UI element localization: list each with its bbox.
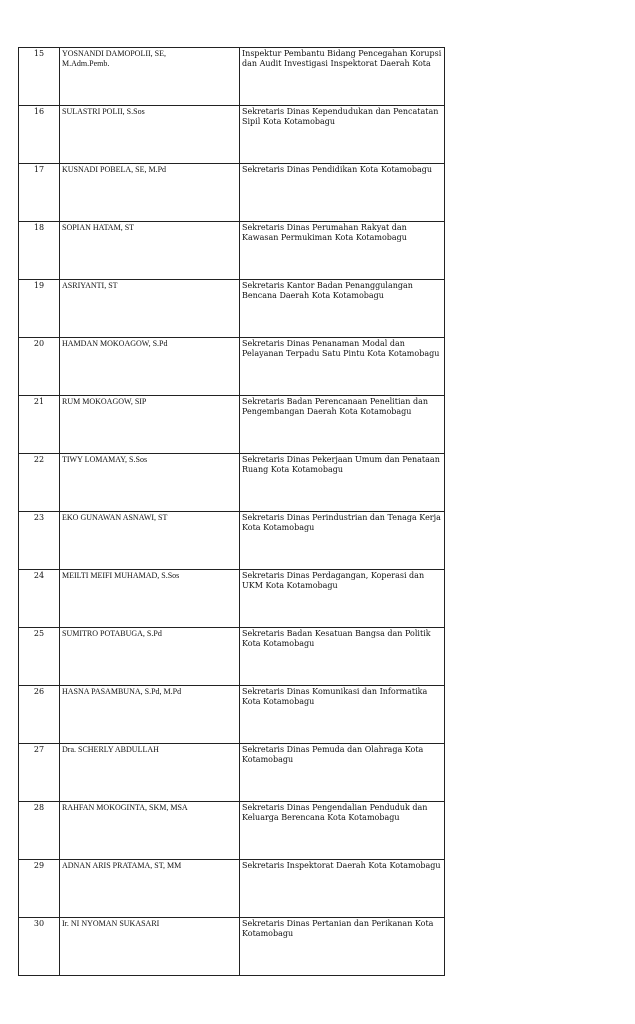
official-position: Sekretaris Kantor Badan Penanggulangan Bencana Daerah Kota Kotamobagu <box>240 280 445 338</box>
official-position: Sekretaris Dinas Pekerjaan Umum dan Penataan Ruang Kota Kotamobagu <box>240 454 445 512</box>
row-number: 29 <box>19 860 60 918</box>
row-number: 17 <box>19 164 60 222</box>
official-position: Sekretaris Dinas Perumahan Rakyat dan Kawasan Permukiman Kota Kotamobagu <box>240 222 445 280</box>
row-number: 23 <box>19 512 60 570</box>
table-row <box>19 396 445 454</box>
table-row <box>19 628 445 686</box>
official-name: MEILTI MEIFI MUHAMAD, S.Sos <box>60 570 240 628</box>
official-position: Sekretaris Dinas Kependudukan dan Pencatatan Sipil Kota Kotamobagu <box>240 106 445 164</box>
row-number: 20 <box>19 338 60 396</box>
official-position: Inspektur Pembantu Bidang Pencegahan Korupsi dan Audit Investigasi Inspektorat Daerah Kota <box>240 48 445 106</box>
table-row <box>19 860 445 918</box>
official-name: SOPIAN HATAM, ST <box>60 222 240 280</box>
official-position: Sekretaris Dinas Perdagangan, Koperasi dan UKM Kota Kotamobagu <box>240 570 445 628</box>
table-row <box>19 454 445 512</box>
row-number: 26 <box>19 686 60 744</box>
row-number: 19 <box>19 280 60 338</box>
row-number: 28 <box>19 802 60 860</box>
official-position: Sekretaris Dinas Perindustrian dan Tenaga Kerja Kota Kotamobagu <box>240 512 445 570</box>
table-row <box>19 106 445 164</box>
official-position: Sekretaris Inspektorat Daerah Kota Kotamobagu <box>240 860 445 918</box>
official-name: RAHFAN MOKOGINTA, SKM, MSA <box>60 802 240 860</box>
table-row <box>19 280 445 338</box>
table-row <box>19 512 445 570</box>
row-number: 30 <box>19 918 60 976</box>
official-position: Sekretaris Dinas Penanaman Modal dan Pelayanan Terpadu Satu Pintu Kota Kotamobagu <box>240 338 445 396</box>
row-number: 25 <box>19 628 60 686</box>
official-name: ASRIYANTI, ST <box>60 280 240 338</box>
table-row <box>19 686 445 744</box>
official-name: Dra. SCHERLY ABDULLAH <box>60 744 240 802</box>
table-row <box>19 164 445 222</box>
official-name: HAMDAN MOKOAGOW, S.Pd <box>60 338 240 396</box>
official-position: Sekretaris Dinas Komunikasi dan Informatika Kota Kotamobagu <box>240 686 445 744</box>
official-name: KUSNADI POBELA, SE, M.Pd <box>60 164 240 222</box>
official-position: Sekretaris Dinas Pendidikan Kota Kotamobagu <box>240 164 445 222</box>
row-number: 22 <box>19 454 60 512</box>
official-position: Sekretaris Dinas Pengendalian Penduduk dan Keluarga Berencana Kota Kotamobagu <box>240 802 445 860</box>
official-name: TIWY LOMAMAY, S.Sos <box>60 454 240 512</box>
official-name: Ir. NI NYOMAN SUKASARI <box>60 918 240 976</box>
official-position: Sekretaris Dinas Pertanian dan Perikanan Kota Kotamobagu <box>240 918 445 976</box>
row-number: 24 <box>19 570 60 628</box>
official-name: EKO GUNAWAN ASNAWI, ST <box>60 512 240 570</box>
official-name: YOSNANDI DAMOPOLII, SE, M.Adm.Pemb. <box>60 48 240 106</box>
official-name: ADNAN ARIS PRATAMA, ST, MM <box>60 860 240 918</box>
table-row <box>19 918 445 976</box>
row-number: 16 <box>19 106 60 164</box>
row-number: 15 <box>19 48 60 106</box>
officials-table <box>18 47 445 976</box>
official-name: SULASTRI POLII, S.Sos <box>60 106 240 164</box>
official-name: SUMITRO POTABUGA, S.Pd <box>60 628 240 686</box>
table-row <box>19 48 445 106</box>
official-position: Sekretaris Badan Kesatuan Bangsa dan Politik Kota Kotamobagu <box>240 628 445 686</box>
officials-table-body <box>19 48 445 976</box>
official-position: Sekretaris Badan Perencanaan Penelitian dan Pengembangan Daerah Kota Kotamobagu <box>240 396 445 454</box>
row-number: 21 <box>19 396 60 454</box>
table-row <box>19 570 445 628</box>
row-number: 27 <box>19 744 60 802</box>
official-position: Sekretaris Dinas Pemuda dan Olahraga Kota Kotamobagu <box>240 744 445 802</box>
official-name: RUM MOKOAGOW, SIP <box>60 396 240 454</box>
table-row <box>19 744 445 802</box>
table-row <box>19 338 445 396</box>
official-name: HASNA PASAMBUNA, S.Pd, M.Pd <box>60 686 240 744</box>
table-row <box>19 222 445 280</box>
row-number: 18 <box>19 222 60 280</box>
table-row <box>19 802 445 860</box>
